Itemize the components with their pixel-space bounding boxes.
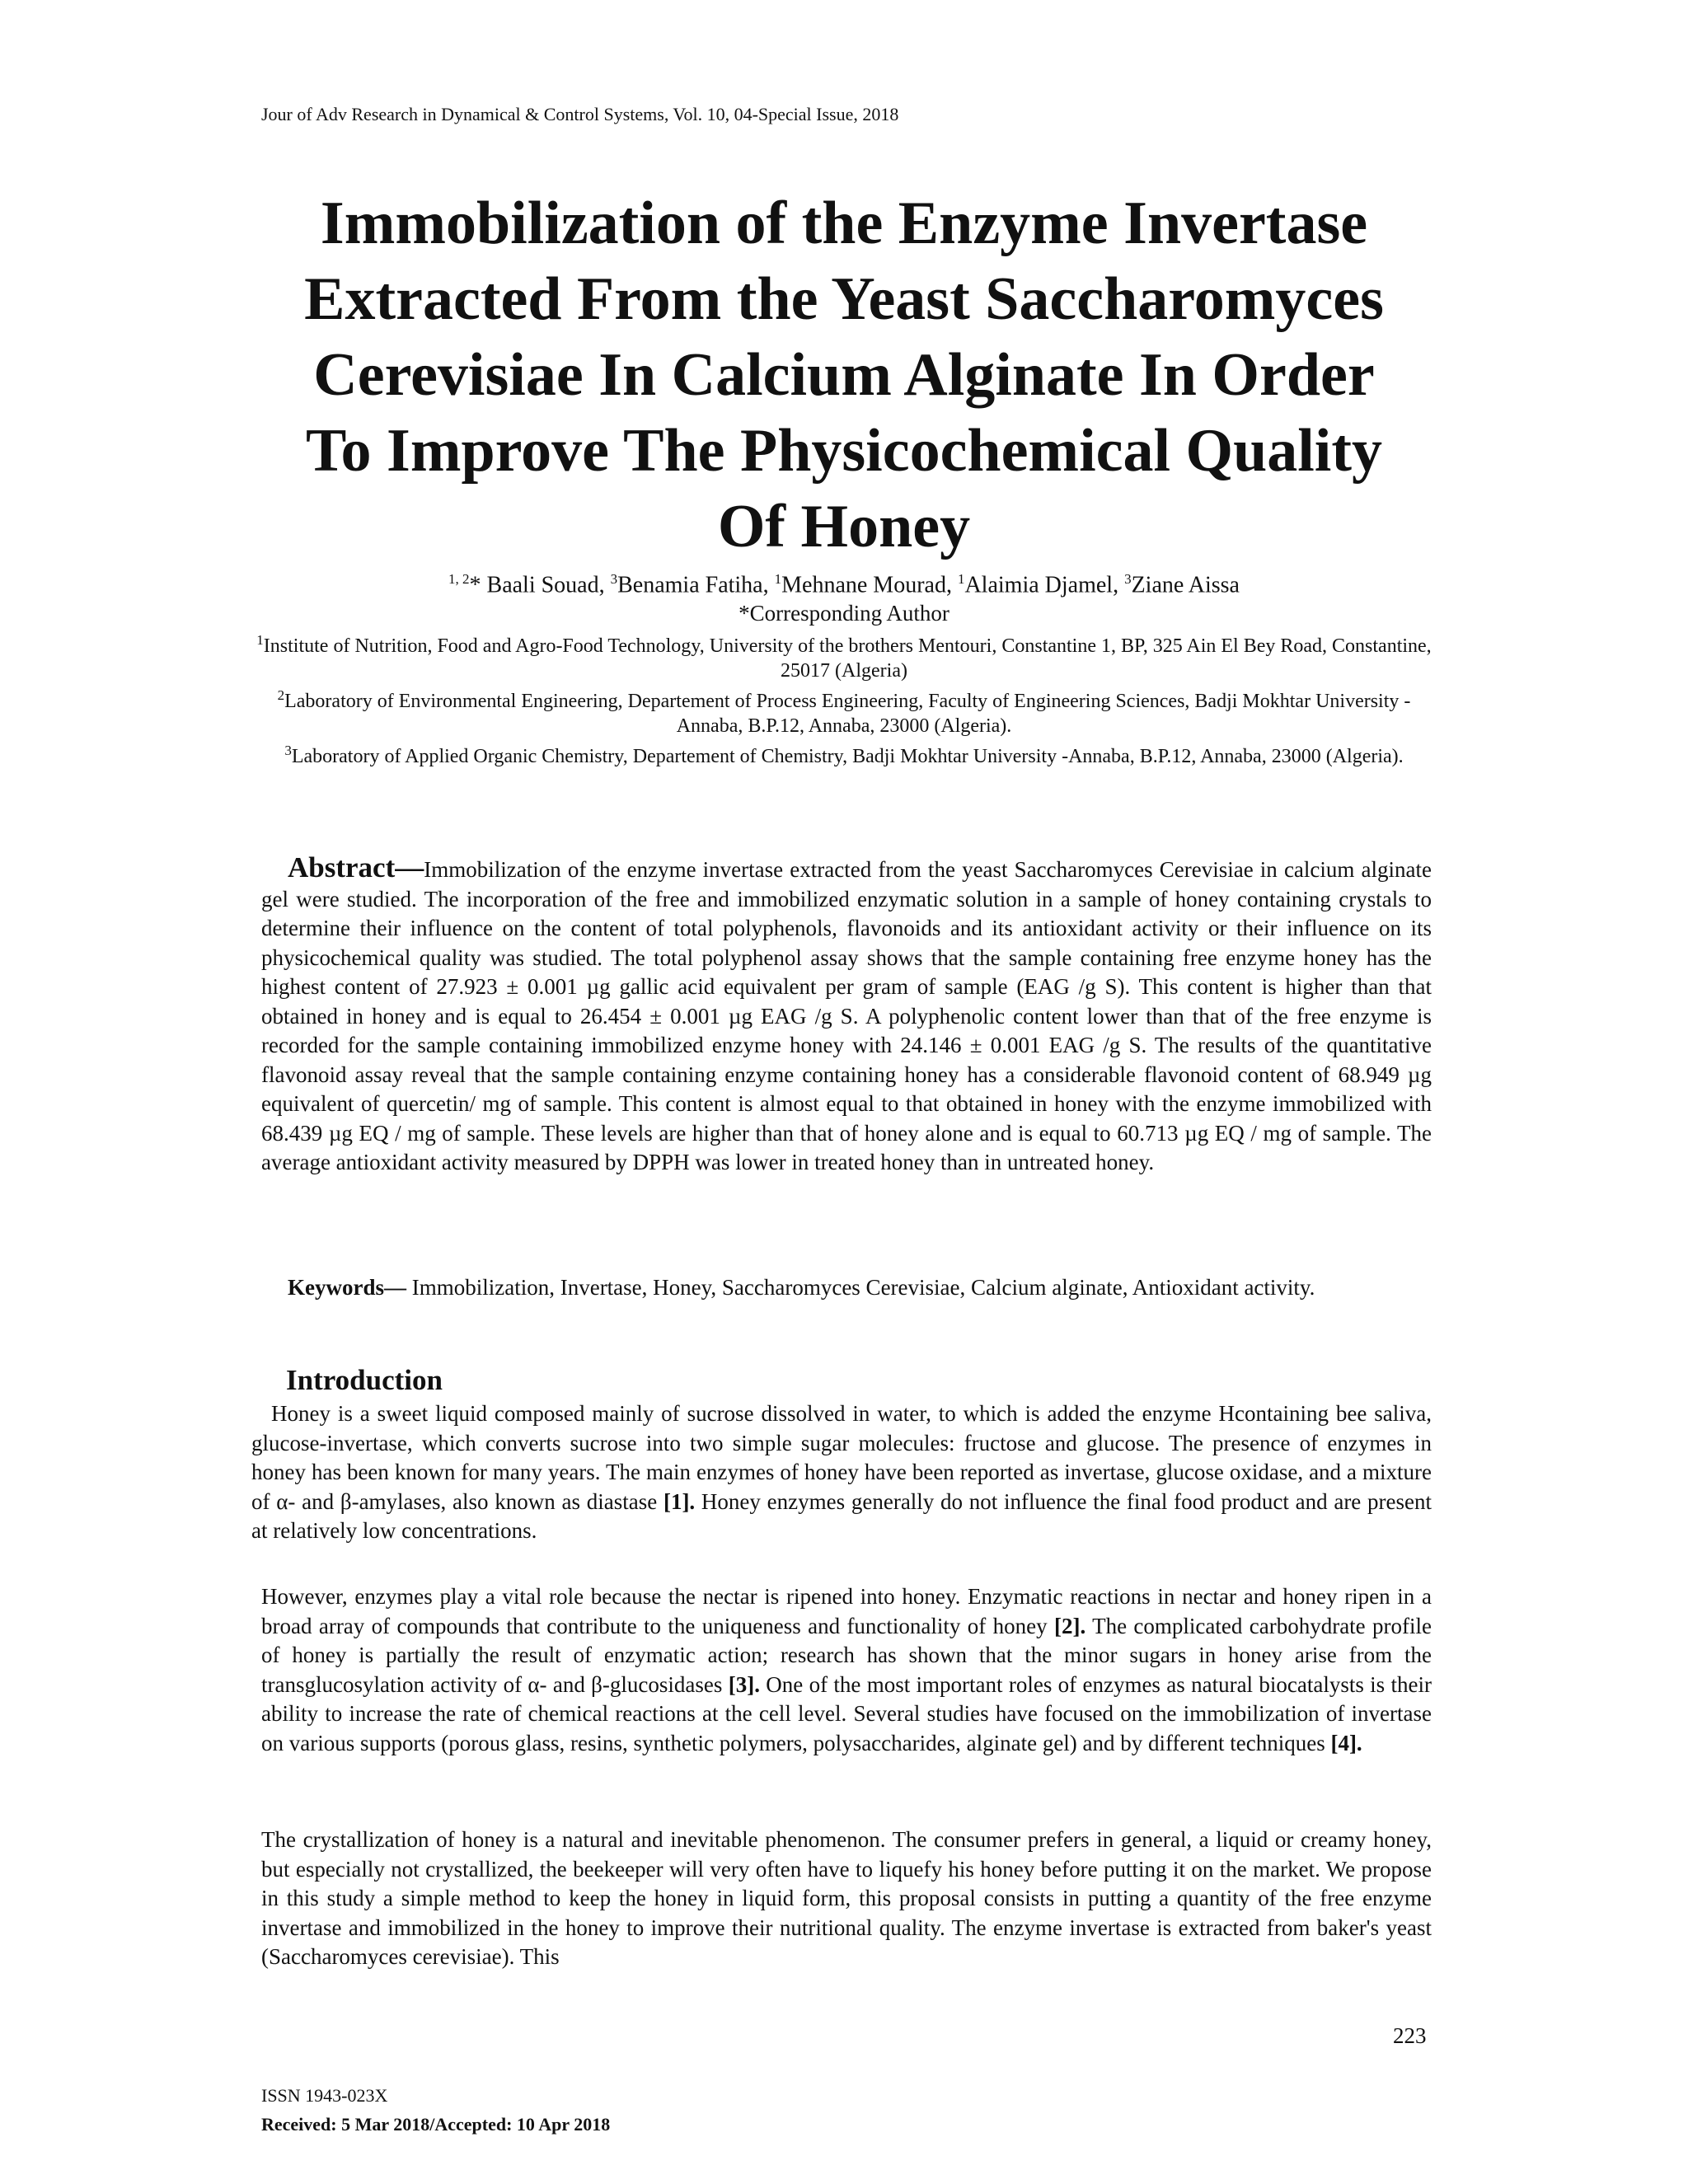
title-line: Cerevisiae In Calcium Alginate In Order xyxy=(313,341,1375,409)
citation: [3]. xyxy=(728,1671,760,1697)
paragraph-text: Honey enzymes generally do not influence the final food product and are present at relatively low concentrations. xyxy=(251,1488,1432,1543)
title-line: To Improve The Physicochemical Quality xyxy=(305,417,1383,485)
affiliation-text: Institute of Nutrition, Food and Agro-Food Technology, University of the brothers Mentouri, Constantine 1, BP, 325 Ain El Bey Road, Constantine, 25017 (Algeria) xyxy=(263,635,1432,682)
abstract xyxy=(261,853,1432,1178)
author-sup: 3 xyxy=(1124,571,1132,587)
citation: [2]. xyxy=(1053,1613,1086,1638)
section-heading-introduction: Introduction xyxy=(286,1364,443,1396)
author-name: Alaimia Djamel xyxy=(964,572,1114,598)
received-dates: Received: 5 Mar 2018/Accepted: 10 Apr 2018 xyxy=(261,2114,611,2135)
affiliation xyxy=(247,683,1441,738)
citation: [1]. xyxy=(663,1488,696,1514)
author-sup: 1, 2 xyxy=(448,571,470,587)
front-matter xyxy=(247,565,1441,769)
author-name: Ziane Aissa xyxy=(1131,572,1240,598)
author-name: Benamia Fatiha xyxy=(617,572,763,598)
affiliation-sup: 3 xyxy=(284,743,292,759)
issn: ISSN 1943-023X xyxy=(261,2085,388,2106)
author-name: * Baali Souad xyxy=(469,572,599,598)
title-line: Extracted From the Yeast Saccharomyces xyxy=(304,265,1384,333)
affiliation-sup: 1 xyxy=(256,632,264,649)
paragraph xyxy=(261,1582,1432,1758)
abstract-label: Abstract— xyxy=(288,851,424,883)
paragraph-text: The complicated carbohydrate profile of honey is partially the result of enzymatic action; research has shown that the minor sugars in honey arise from the transglucosylation activity of α- and β-glucosidases xyxy=(261,1613,1432,1697)
author-sup: 1 xyxy=(774,571,782,587)
author-sup: 1 xyxy=(957,571,965,587)
corresponding-author: *Corresponding Author xyxy=(738,601,950,626)
paragraph-text: One of the most important roles of enzymes as natural biocatalysts is their ability to increase the rate of chemical reactions at the cell level. Several studies have focused on the immobilization of invertase on various supports (porous glass, resins, synthetic polymers, polysaccharides, alginate gel) and by different techniques xyxy=(261,1671,1432,1755)
title-line: Immobilization of the Enzyme Invertase xyxy=(320,190,1368,257)
paragraph: The crystallization of honey is a natural and inevitable phenomenon. The consumer prefers in general, a liquid or creamy honey, but especially not crystallized, the beekeeper will very often have to liquefy his honey before putting it on the market. We propose in this study a simple method to keep the honey in liquid form, this proposal consists in putting a quantity of the free enzyme invertase and immobilized in the honey to improve their nutritional quality. The enzyme invertase is extracted from baker's yeast (Saccharomyces cerevisiae). This xyxy=(261,1827,1432,1969)
keywords-text: Immobilization, Invertase, Honey, Saccharomyces Cerevisiae, Calcium alginate, Antioxidant activity. xyxy=(406,1275,1315,1300)
journal-header: Jour of Adv Research in Dynamical & Control Systems, Vol. 10, 04-Special Issue, 2018 xyxy=(261,104,899,124)
affiliation-sup: 2 xyxy=(277,687,285,704)
author-name: Mehnane Mourad xyxy=(781,572,946,598)
citation: [4]. xyxy=(1330,1730,1362,1755)
paragraph xyxy=(251,1399,1432,1546)
author-list: $^{1, 2}$* Baali Souad, $^3$Benamia Fatiha, $^1$Mehnane Mourad, $^1$Alaimia Djamel, $^3$Ziane Aissa xyxy=(448,571,1240,598)
paper-title xyxy=(247,185,1441,565)
affiliation xyxy=(247,738,1441,769)
affiliation xyxy=(247,628,1441,683)
page-number: 223 xyxy=(1393,2023,1427,2048)
paragraph-text: However, enzymes play a vital role because the nectar is ripened into honey. Enzymatic reactions in nectar and honey ripen in a broad array of compounds that contribute to the uniqueness and functionality of honey xyxy=(261,1584,1432,1638)
keywords-label: Keywords— xyxy=(288,1275,406,1300)
affiliation-text: Laboratory of Environmental Engineering, Departement of Process Engineering, Faculty of Engineering Sciences, Badji Mokhtar University -Annaba, B.P.12, Annaba, 23000 (Algeria). xyxy=(284,691,1411,738)
paragraph-text: Honey is a sweet liquid composed mainly of sucrose dissolved in water, to which is added the enzyme Hcontaining bee saliva, glucose-invertase, which converts sucrose into two simple sugar molecules: fructose and glucose. The presence of enzymes in honey has been known for many years. The main enzymes of honey have been reported as invertase, glucose oxidase, and a mixture of α- and β-amylases, also known as diastase xyxy=(251,1401,1432,1514)
keywords xyxy=(261,1273,1432,1303)
author-sup: 3 xyxy=(610,571,618,587)
title-line: Of Honey xyxy=(717,493,971,560)
abstract-text: Immobilization of the enzyme invertase extracted from the yeast Saccharomyces Cerevisiae in calcium alginate gel were studied. The incorporation of the free and immobilized enzymatic solution in a sample of honey containing crystals to determine their influence on the content of total polyphenols, flavonoids and its antioxidant activity or their influence on its physicochemical quality was studied. The total polyphenol assay shows that the sample containing free enzyme honey has the highest content of 27.923 ± 0.001 µg gallic acid equivalent per gram of sample (EAG /g S). This content is higher than that obtained in honey and is equal to 26.454 ± 0.001 µg EAG /g S. A polyphenolic content lower than that of the free enzyme is recorded for the sample containing immobilized enzyme honey with 24.146 ± 0.001 EAG /g S. The results of the quantitative flavonoid assay reveal that the sample containing enzyme containing honey has a considerable flavonoid content of 68.949 µg equivalent of quercetin/ mg of sample. This content is almost equal to that obtained in honey with the enzyme immobilized with 68.439 µg EQ / mg of sample. These levels are higher than that of honey alone and is equal to 60.713 µg EQ / mg of sample. The average antioxidant activity measured by DPPH was lower in treated honey than in untreated honey. xyxy=(261,857,1432,1174)
affiliation-text: Laboratory of Applied Organic Chemistry, Departement of Chemistry, Badji Mokhtar University -Annaba, B.P.12, Annaba, 23000 (Algeria). xyxy=(291,746,1404,768)
